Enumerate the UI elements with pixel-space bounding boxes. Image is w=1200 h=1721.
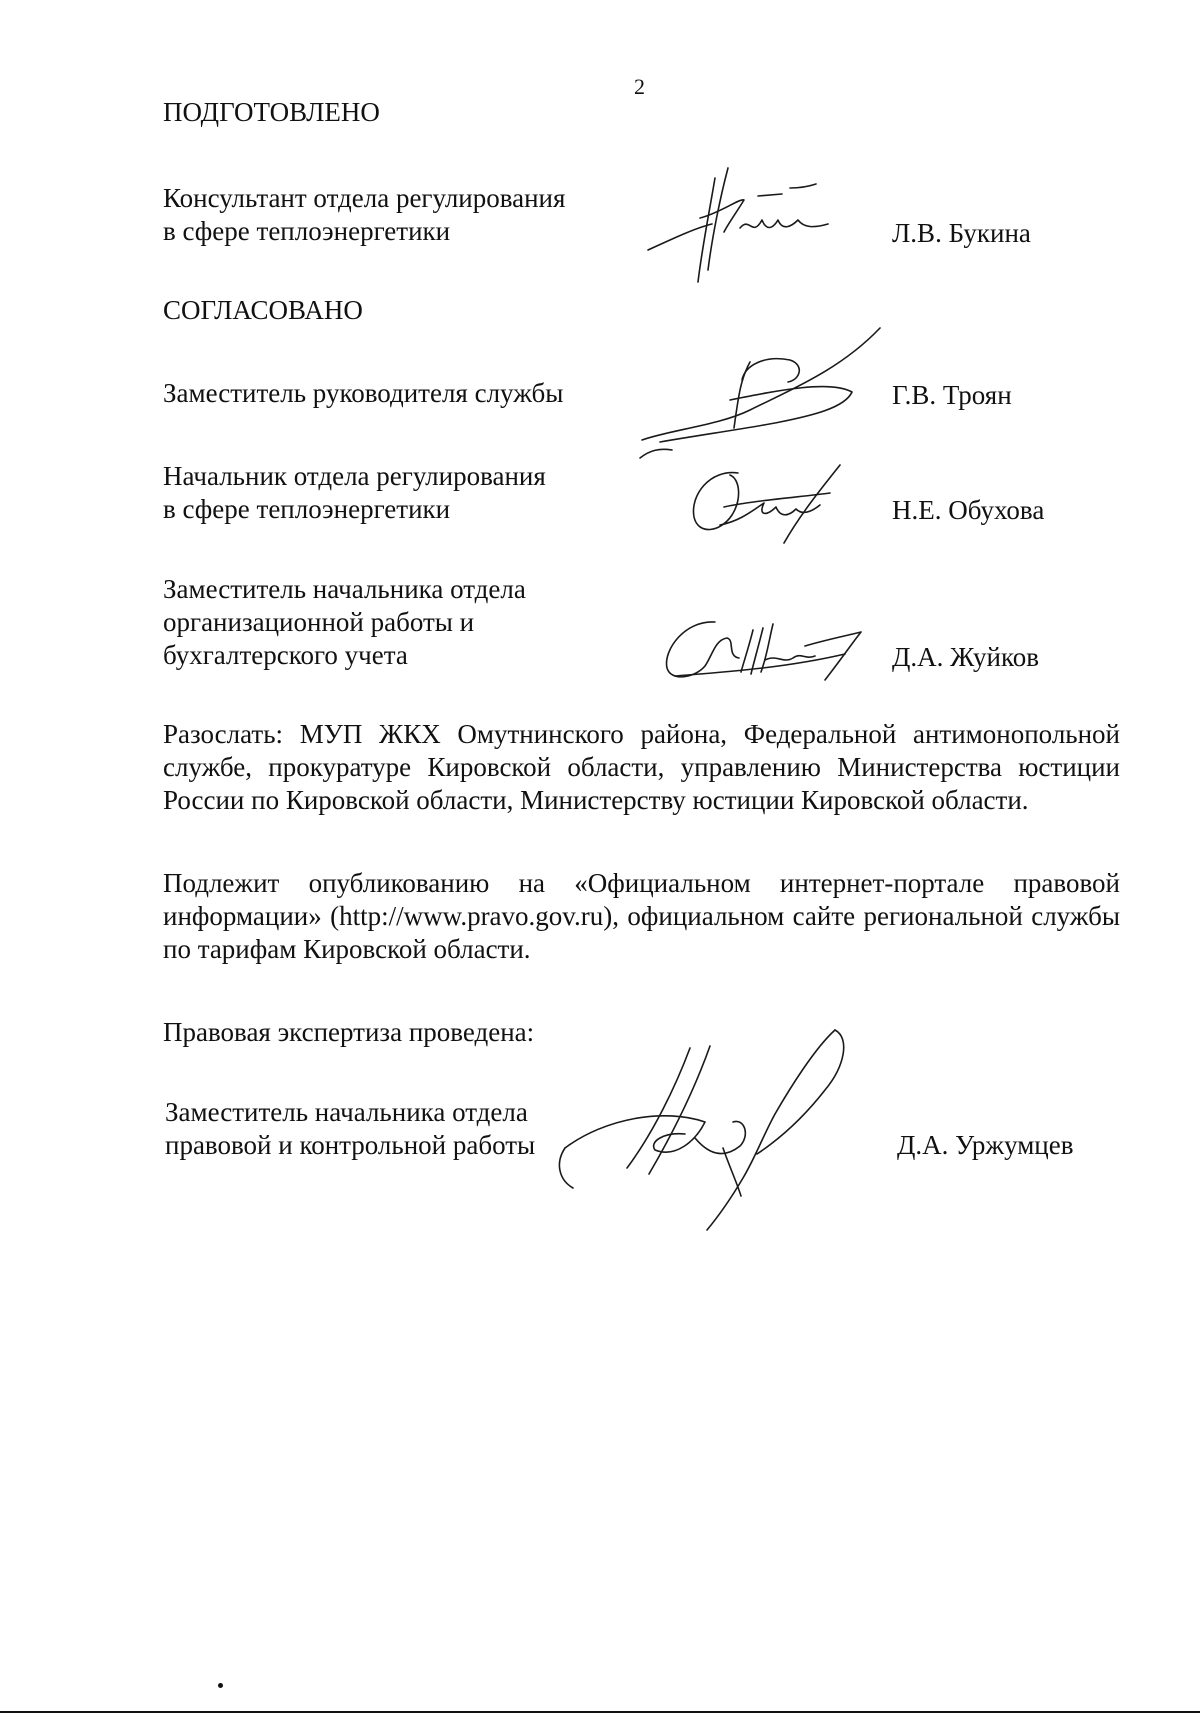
agreed-1-position-line1: Заместитель руководителя службы	[163, 378, 564, 408]
agreed-3-position-line3: бухгалтерского учета	[163, 640, 408, 670]
signature-obukhova	[680, 455, 860, 550]
agreed-1-signatory-name: Г.В. Троян	[892, 380, 1012, 410]
signature-urzhumtsev	[545, 1018, 885, 1238]
prepared-position-line2: в сфере теплоэнергетики	[163, 216, 451, 246]
legal-review-heading: Правовая экспертиза проведена:	[163, 1017, 535, 1047]
agreed-2-position-line1: Начальник отдела регулирования	[163, 461, 546, 491]
footer-dot	[218, 1683, 223, 1688]
legal-review-position-line1: Заместитель начальника отдела	[165, 1097, 528, 1127]
agreed-3-signatory-name: Д.А. Жуйков	[892, 642, 1039, 672]
legal-review-position-line2: правовой и контрольной работы	[165, 1130, 536, 1160]
prepared-position-line1: Консультант отдела регулирования	[163, 183, 566, 213]
prepared-signatory-name: Л.В. Букина	[892, 218, 1031, 248]
page-number: 2	[634, 74, 645, 99]
prepared-heading: ПОДГОТОВЛЕНО	[163, 97, 380, 127]
publication-note: Подлежит опубликованию на «Официальном интернет-портале правовой информации» (http://www.pravo.gov.ru), официальном сайте региональной службы по тарифам Кировской области.	[163, 868, 1120, 964]
footer-rule	[0, 1711, 1200, 1713]
agreed-3-position-line2: организационной работы и	[163, 607, 475, 637]
agreed-heading: СОГЛАСОВАНО	[163, 295, 363, 325]
legal-review-signatory-name: Д.А. Уржумцев	[897, 1130, 1074, 1160]
agreed-2-signatory-name: Н.Е. Обухова	[892, 495, 1045, 525]
agreed-2-position-line2: в сфере теплоэнергетики	[163, 494, 451, 524]
signature-zhuikov	[655, 610, 885, 700]
signature-bukina	[640, 158, 900, 288]
agreed-3-position-line1: Заместитель начальника отдела	[163, 574, 526, 604]
distribution-list: Разослать: МУП ЖКХ Омутнинского района, Федеральной антимонопольной службе, прокуратуре Кировской области, управлению Министерства юстиции России по Кировской области, Министерству юстиции Кировской области.	[163, 719, 1120, 815]
